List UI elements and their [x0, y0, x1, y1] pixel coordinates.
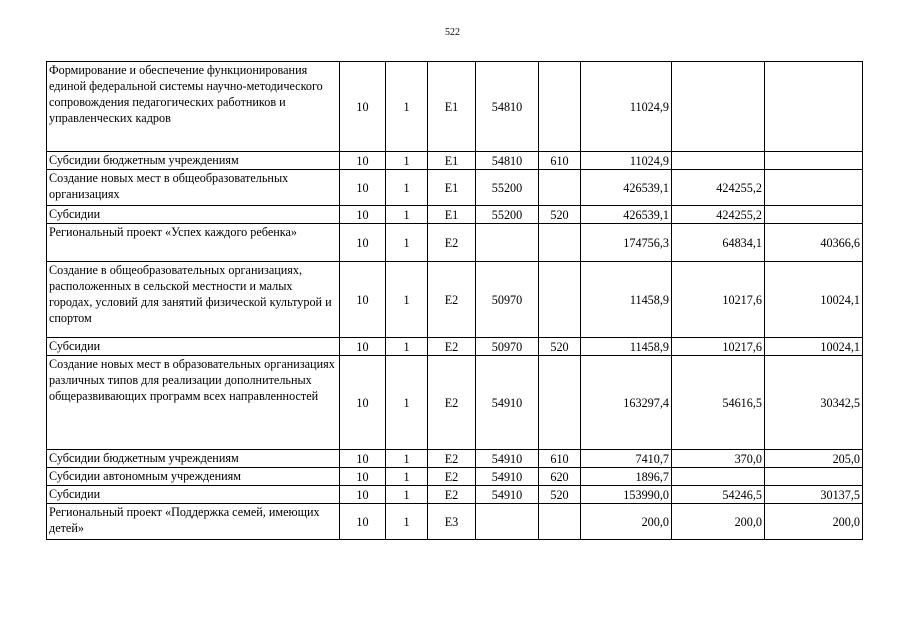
subsection-code: 1 — [386, 206, 428, 224]
table-row — [47, 262, 863, 338]
amount-year-3: 10024,1 — [765, 262, 863, 338]
table-row — [47, 152, 863, 170]
section-code: 10 — [340, 224, 386, 262]
target-article-program: E1 — [428, 152, 476, 170]
item-name: Субсидии бюджетным учреждениям — [47, 450, 340, 468]
subsection-code: 1 — [386, 262, 428, 338]
target-article-code: 54910 — [476, 486, 539, 504]
target-article-program: E2 — [428, 224, 476, 262]
item-name: Создание в общеобразовательных организациях, расположенных в сельской местности и малых городах, условий для занятий физической культурой и спортом — [47, 262, 340, 338]
item-name: Создание новых мест в образовательных организациях различных типов для реализации дополнительных общеразвивающих программ всех направленностей — [47, 356, 340, 450]
target-article-code — [476, 504, 539, 540]
target-article-program: E1 — [428, 206, 476, 224]
item-name: Субсидии — [47, 486, 340, 504]
subsection-code: 1 — [386, 170, 428, 206]
expense-type-code — [539, 224, 581, 262]
expense-type-code: 610 — [539, 152, 581, 170]
amount-year-1: 426539,1 — [581, 206, 672, 224]
section-code: 10 — [340, 356, 386, 450]
amount-year-2: 10217,6 — [672, 338, 765, 356]
section-code: 10 — [340, 152, 386, 170]
target-article-program: E2 — [428, 338, 476, 356]
budget-table — [46, 61, 863, 540]
target-article-program: E2 — [428, 468, 476, 486]
amount-year-3 — [765, 170, 863, 206]
amount-year-1: 174756,3 — [581, 224, 672, 262]
table-row — [47, 224, 863, 262]
expense-type-code: 520 — [539, 338, 581, 356]
item-name: Региональный проект «Успех каждого ребенка» — [47, 224, 340, 262]
subsection-code: 1 — [386, 224, 428, 262]
item-name: Субсидии — [47, 206, 340, 224]
item-name: Создание новых мест в общеобразовательных организациях — [47, 170, 340, 206]
target-article-code: 50970 — [476, 338, 539, 356]
expense-type-code: 620 — [539, 468, 581, 486]
table-row — [47, 468, 863, 486]
amount-year-2: 64834,1 — [672, 224, 765, 262]
table-row — [47, 338, 863, 356]
target-article-program: E2 — [428, 486, 476, 504]
target-article-program: E2 — [428, 262, 476, 338]
amount-year-1: 200,0 — [581, 504, 672, 540]
expense-type-code — [539, 356, 581, 450]
target-article-program: E1 — [428, 62, 476, 152]
target-article-code: 54910 — [476, 468, 539, 486]
target-article-program: E2 — [428, 450, 476, 468]
expense-type-code: 610 — [539, 450, 581, 468]
amount-year-2: 424255,2 — [672, 170, 765, 206]
target-article-code: 54810 — [476, 62, 539, 152]
target-article-code: 54910 — [476, 450, 539, 468]
subsection-code: 1 — [386, 504, 428, 540]
amount-year-1: 153990,0 — [581, 486, 672, 504]
target-article-code: 54910 — [476, 356, 539, 450]
expense-type-code — [539, 62, 581, 152]
amount-year-2: 54246,5 — [672, 486, 765, 504]
amount-year-3: 40366,6 — [765, 224, 863, 262]
section-code: 10 — [340, 338, 386, 356]
section-code: 10 — [340, 468, 386, 486]
table-row — [47, 170, 863, 206]
table-row — [47, 206, 863, 224]
amount-year-1: 1896,7 — [581, 468, 672, 486]
subsection-code: 1 — [386, 152, 428, 170]
section-code: 10 — [340, 62, 386, 152]
table-row — [47, 356, 863, 450]
amount-year-2 — [672, 152, 765, 170]
target-article-code: 55200 — [476, 170, 539, 206]
amount-year-2 — [672, 62, 765, 152]
amount-year-1: 426539,1 — [581, 170, 672, 206]
amount-year-3 — [765, 206, 863, 224]
subsection-code: 1 — [386, 486, 428, 504]
amount-year-2: 424255,2 — [672, 206, 765, 224]
amount-year-2: 200,0 — [672, 504, 765, 540]
target-article-code: 55200 — [476, 206, 539, 224]
item-name: Субсидии бюджетным учреждениям — [47, 152, 340, 170]
section-code: 10 — [340, 486, 386, 504]
amount-year-1: 11458,9 — [581, 338, 672, 356]
target-article-code — [476, 224, 539, 262]
amount-year-2 — [672, 468, 765, 486]
amount-year-3: 10024,1 — [765, 338, 863, 356]
amount-year-3: 30342,5 — [765, 356, 863, 450]
amount-year-1: 163297,4 — [581, 356, 672, 450]
amount-year-1: 11024,9 — [581, 62, 672, 152]
amount-year-3 — [765, 62, 863, 152]
table-row — [47, 62, 863, 152]
subsection-code: 1 — [386, 450, 428, 468]
table-row — [47, 450, 863, 468]
subsection-code: 1 — [386, 338, 428, 356]
target-article-code: 50970 — [476, 262, 539, 338]
section-code: 10 — [340, 262, 386, 338]
amount-year-3: 200,0 — [765, 504, 863, 540]
table-row — [47, 486, 863, 504]
section-code: 10 — [340, 504, 386, 540]
target-article-code: 54810 — [476, 152, 539, 170]
expense-type-code — [539, 262, 581, 338]
subsection-code: 1 — [386, 62, 428, 152]
amount-year-1: 11458,9 — [581, 262, 672, 338]
amount-year-1: 11024,9 — [581, 152, 672, 170]
item-name: Формирование и обеспечение функционирования единой федеральной системы научно-методического сопровождения педагогических работников и управленческих кадров — [47, 62, 340, 152]
expense-type-code — [539, 170, 581, 206]
subsection-code: 1 — [386, 468, 428, 486]
item-name: Субсидии — [47, 338, 340, 356]
section-code: 10 — [340, 450, 386, 468]
target-article-program: E3 — [428, 504, 476, 540]
amount-year-3: 205,0 — [765, 450, 863, 468]
expense-type-code — [539, 504, 581, 540]
section-code: 10 — [340, 170, 386, 206]
amount-year-1: 7410,7 — [581, 450, 672, 468]
target-article-program: E2 — [428, 356, 476, 450]
section-code: 10 — [340, 206, 386, 224]
item-name: Региональный проект «Поддержка семей, имеющих детей» — [47, 504, 340, 540]
subsection-code: 1 — [386, 356, 428, 450]
amount-year-2: 54616,5 — [672, 356, 765, 450]
amount-year-3 — [765, 468, 863, 486]
expense-type-code: 520 — [539, 486, 581, 504]
item-name: Субсидии автономным учреждениям — [47, 468, 340, 486]
amount-year-3: 30137,5 — [765, 486, 863, 504]
amount-year-3 — [765, 152, 863, 170]
page-number: 522 — [445, 27, 460, 38]
amount-year-2: 10217,6 — [672, 262, 765, 338]
table-row — [47, 504, 863, 540]
expense-type-code: 520 — [539, 206, 581, 224]
amount-year-2: 370,0 — [672, 450, 765, 468]
target-article-program: E1 — [428, 170, 476, 206]
